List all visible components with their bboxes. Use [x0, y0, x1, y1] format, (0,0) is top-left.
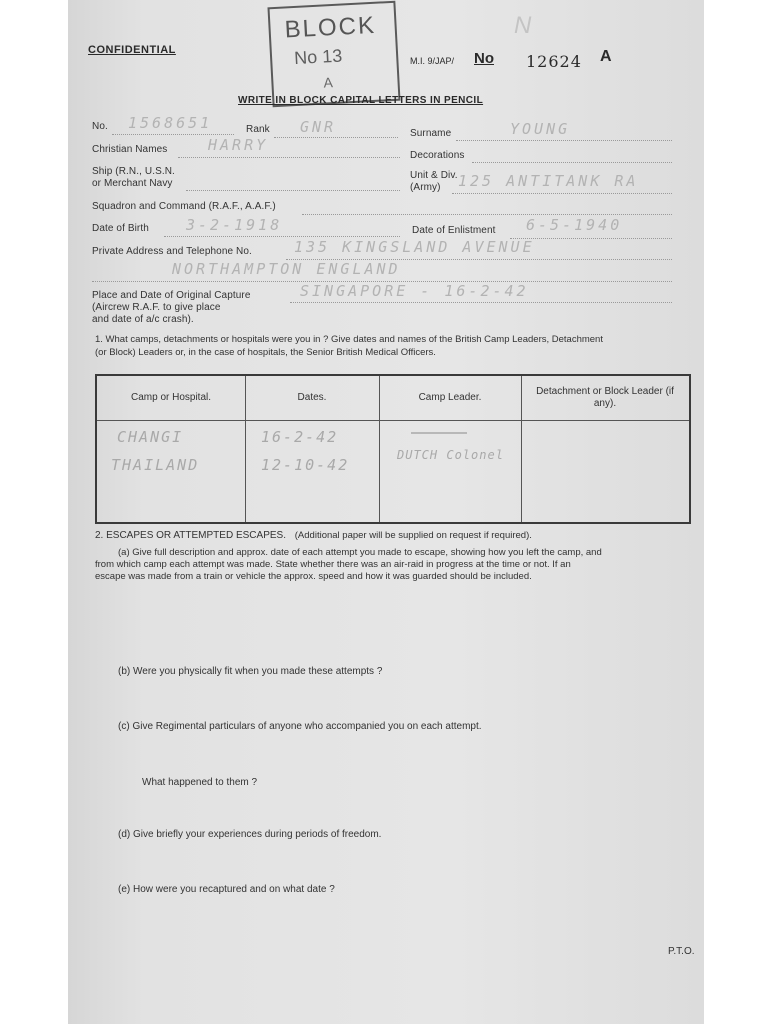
q2a-line1: (a) Give full description and approx. date of each attempt you made to escape, showing how you left the camp, and: [118, 547, 602, 558]
enlistment-label: Date of Enlistment: [412, 225, 496, 236]
christian-names-value: HARRY: [208, 136, 269, 154]
capture-label-line1: Place and Date of Original Capture: [92, 290, 251, 301]
no-label: No.: [92, 121, 108, 132]
form-ref: M.I. 9/JAP/: [410, 56, 455, 66]
q2-title: [95, 530, 532, 541]
capture-label-line3: and date of a/c crash).: [92, 314, 194, 325]
row1-dates: 16-2-42: [261, 428, 339, 446]
unit-label-line1: Unit & Div.: [410, 170, 458, 181]
confidential-label: CONFIDENTIAL: [88, 44, 176, 56]
squadron-label: Squadron and Command (R.A.F., A.A.F.): [92, 201, 276, 212]
number-prefix: No: [474, 50, 494, 67]
dob-label: Date of Birth: [92, 223, 149, 234]
corner-note: N: [514, 12, 532, 39]
q2a-line3: escape was made from a train or vehicle the approx. speed and how it was guarded should be included.: [95, 571, 532, 582]
form-suffix: A: [600, 48, 612, 65]
row1-camp: CHANGI: [117, 428, 184, 446]
rank-value: GNR: [300, 118, 337, 136]
address-line2: NORTHAMPTON ENGLAND: [172, 260, 401, 278]
row2-dates: 12-10-42: [261, 456, 350, 474]
instruction-heading: WRITE IN BLOCK CAPITAL LETTERS IN PENCIL: [238, 95, 484, 106]
surname-label: Surname: [410, 128, 452, 139]
rank-label: Rank: [246, 124, 270, 135]
col-header-leader: Camp Leader.: [418, 392, 482, 403]
block-stamp: [267, 1, 400, 108]
q2a-line2: from which camp each attempt was made. State whether there was an air-raid in progress at the time or not. If an: [95, 559, 571, 570]
address-line1: 135 KINGSLAND AVENUE: [294, 238, 535, 256]
row2-camp: THAILAND: [111, 456, 200, 474]
col-header-camp: Camp or Hospital.: [130, 392, 212, 403]
stamp-line2: No 13: [293, 45, 343, 69]
christian-names-label: Christian Names: [92, 144, 168, 155]
pto-label: P.T.O.: [668, 946, 695, 957]
ship-label-line1: Ship (R.N., U.S.N.: [92, 166, 175, 177]
camp-table: [95, 374, 691, 524]
form-number: 12624: [526, 52, 582, 71]
q1-text-line1: 1. What camps, detachments or hospitals were you in ? Give dates and names of the British Camp Leaders, Detachment: [95, 334, 603, 345]
surname-value: YOUNG: [510, 120, 571, 138]
stamp-line1: BLOCK: [283, 11, 377, 44]
q2b-text: (b) Were you physically fit when you made these attempts ?: [118, 666, 383, 677]
unit-value: 125 ANTITANK RA: [458, 172, 639, 190]
stamp-line3: A: [323, 74, 334, 91]
q2d-text: (d) Give briefly your experiences during periods of freedom.: [118, 829, 382, 840]
q2c-subquestion: What happened to them ?: [142, 777, 258, 788]
q1-text-line2: (or Block) Leaders or, in the case of hospitals, the Senior British Medical Officers.: [95, 347, 436, 358]
service-number-value: 1568651: [128, 114, 213, 132]
col-header-detachment: Detachment or Block Leader (if any).: [536, 386, 674, 409]
q2-title-text: 2. ESCAPES OR ATTEMPTED ESCAPES.: [95, 530, 286, 541]
q2c-text: (c) Give Regimental particulars of anyone who accompanied you on each attempt.: [118, 721, 482, 732]
decorations-label: Decorations: [410, 150, 465, 161]
form-sheet: [68, 0, 704, 1024]
col-header-dates: Dates.: [297, 392, 327, 403]
dob-value: 3-2-1918: [186, 216, 283, 234]
row1-leader-dash: [411, 432, 467, 434]
row2-leader: DUTCH Colonel: [397, 448, 504, 462]
enlistment-value: 6-5-1940: [526, 216, 623, 234]
q2e-text: (e) How were you recaptured and on what date ?: [118, 884, 335, 895]
ship-label-line2: or Merchant Navy: [92, 178, 173, 189]
q2-title-note: (Additional paper will be supplied on request if required).: [294, 530, 532, 541]
unit-label-line2: (Army): [410, 182, 441, 193]
address-label: Private Address and Telephone No.: [92, 246, 252, 257]
capture-label-line2: (Aircrew R.A.F. to give place: [92, 302, 221, 313]
capture-value: SINGAPORE - 16-2-42: [300, 282, 529, 300]
